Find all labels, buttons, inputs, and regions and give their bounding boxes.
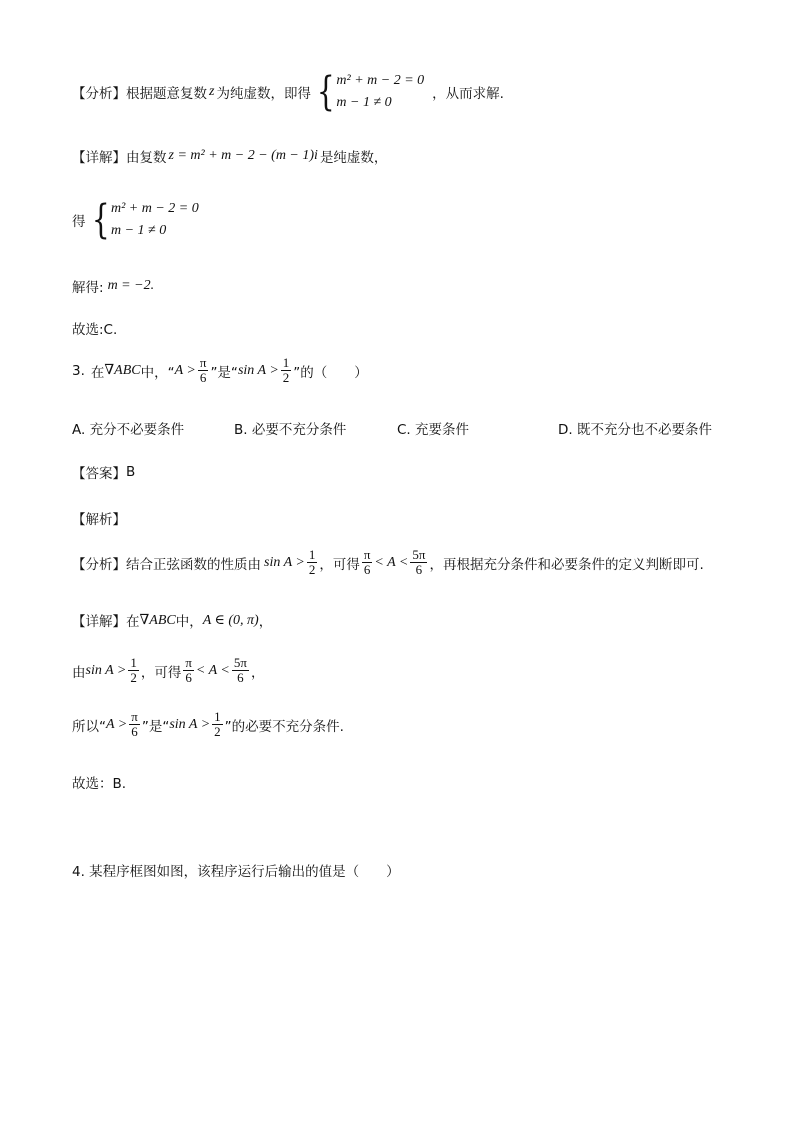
fraction bbox=[410, 548, 427, 577]
numerator: 5π bbox=[412, 547, 426, 562]
text: ，可得 bbox=[140, 664, 182, 681]
brace-icon: { bbox=[316, 69, 335, 115]
q2-analysis-line bbox=[72, 69, 504, 115]
denominator: 6 bbox=[131, 724, 138, 739]
text: 解得: bbox=[72, 280, 104, 296]
system-row: m − 1 ≠ 0 bbox=[336, 95, 392, 110]
denominator: 6 bbox=[415, 562, 423, 577]
fraction bbox=[198, 356, 209, 385]
q2-get-line bbox=[72, 197, 201, 243]
text: 根据题意复数 bbox=[126, 86, 207, 102]
system-row: m² + m − 2 = 0 bbox=[110, 201, 199, 216]
text: ， bbox=[258, 614, 273, 630]
detail-tag: 【详解】 bbox=[72, 150, 126, 166]
numerator: 5π bbox=[233, 655, 247, 670]
option-b: B. 必要不充分条件 bbox=[234, 422, 347, 438]
math-expr: sin A > bbox=[85, 662, 127, 678]
text: 故选：B. bbox=[72, 776, 127, 792]
math-expr: sin A > bbox=[169, 716, 211, 732]
text: 由 bbox=[72, 664, 86, 681]
q3-so-line bbox=[72, 710, 344, 739]
text: 是纯虚数， bbox=[319, 150, 388, 166]
text: 中，“ bbox=[140, 364, 175, 381]
question-number: 3. bbox=[72, 362, 85, 379]
system-row: m² + m − 2 = 0 bbox=[336, 73, 425, 88]
option-a: A. 充分不必要条件 bbox=[72, 422, 185, 438]
q2-choice-line bbox=[72, 318, 117, 338]
denominator: 2 bbox=[130, 670, 137, 685]
text: 中， bbox=[175, 614, 203, 630]
denominator: 6 bbox=[199, 370, 207, 385]
text: ”是“ bbox=[210, 364, 238, 381]
fraction bbox=[281, 356, 292, 385]
q3-from-line bbox=[72, 656, 264, 685]
math-expr: sin A > bbox=[237, 362, 279, 378]
answer-tag: 【答案】 bbox=[72, 466, 126, 482]
math-expr: < A < bbox=[195, 662, 230, 678]
denominator: 2 bbox=[214, 724, 221, 739]
math-expr: A > bbox=[106, 716, 128, 732]
denominator: 2 bbox=[308, 562, 316, 577]
equation-system bbox=[88, 197, 199, 243]
text: 由复数 bbox=[126, 150, 167, 166]
text: 在 bbox=[126, 614, 140, 630]
q4-stem bbox=[72, 860, 400, 880]
fraction bbox=[183, 656, 194, 685]
text: 在 bbox=[90, 364, 105, 381]
fraction bbox=[128, 656, 139, 685]
option-c: C. 充要条件 bbox=[397, 422, 470, 438]
equation-system bbox=[313, 69, 425, 115]
answer-value: B bbox=[126, 464, 136, 480]
text: 得 bbox=[72, 214, 86, 230]
text: ”是“ bbox=[141, 718, 170, 735]
analysis-tag: 【分析】 bbox=[72, 86, 126, 102]
q3-stem bbox=[72, 356, 368, 385]
numerator: 1 bbox=[214, 709, 221, 724]
math-expr: < A < bbox=[374, 554, 409, 570]
q3-answer-line bbox=[72, 462, 135, 482]
detail-tag: 【详解】 bbox=[72, 614, 126, 630]
numerator: π bbox=[363, 547, 371, 562]
numerator: π bbox=[199, 355, 207, 370]
fraction bbox=[232, 656, 249, 685]
denominator: 6 bbox=[185, 670, 192, 685]
text: ”的必要不充分条件. bbox=[224, 718, 344, 735]
math-expr: ∇ABC bbox=[139, 612, 176, 628]
text: 4. 某程序框图如图，该程序运行后输出的值是（ ） bbox=[72, 864, 400, 880]
text: 结合正弦函数的性质由 bbox=[126, 556, 261, 573]
numerator: 1 bbox=[308, 547, 316, 562]
q3-choice-line bbox=[72, 772, 126, 792]
numerator: π bbox=[131, 709, 138, 724]
text: 为纯虚数，即得 bbox=[216, 86, 311, 102]
text: ，从而求解. bbox=[432, 86, 504, 102]
option-d: D. 既不充分也不必要条件 bbox=[558, 422, 712, 438]
fraction bbox=[307, 548, 318, 577]
text: ”的（ ） bbox=[293, 364, 368, 381]
fraction bbox=[212, 710, 223, 739]
math-expr: A > bbox=[174, 362, 196, 378]
math-var: z bbox=[209, 84, 215, 99]
denominator: 6 bbox=[363, 562, 371, 577]
text: 所以“ bbox=[72, 718, 106, 735]
text: ， bbox=[250, 664, 265, 681]
jiexi-tag: 【解析】 bbox=[72, 512, 126, 528]
math-expr: ∇ABC bbox=[104, 363, 141, 378]
denominator: 2 bbox=[282, 370, 290, 385]
q3-detail-line bbox=[72, 610, 272, 630]
fraction bbox=[362, 548, 373, 577]
q2-detail-line bbox=[72, 146, 387, 166]
brace-icon: { bbox=[91, 197, 110, 243]
numerator: π bbox=[185, 655, 192, 670]
numerator: 1 bbox=[282, 355, 290, 370]
numerator: 1 bbox=[130, 655, 137, 670]
math-expr: m = −2. bbox=[107, 278, 155, 293]
denominator: 6 bbox=[237, 670, 244, 685]
math-expr: A ∈ (0, π) bbox=[202, 612, 259, 628]
system-row: m − 1 ≠ 0 bbox=[110, 223, 167, 238]
math-expr: z = m² + m − 2 − (m − 1)i bbox=[168, 148, 318, 163]
text: 故选:C. bbox=[72, 322, 118, 338]
fraction bbox=[129, 710, 140, 739]
text: ，再根据充分条件和必要条件的定义判断即可. bbox=[429, 556, 704, 573]
q3-jiexi-line bbox=[72, 508, 126, 528]
q3-analysis-line bbox=[72, 548, 704, 577]
text: ，可得 bbox=[319, 556, 360, 573]
analysis-tag: 【分析】 bbox=[72, 556, 126, 573]
q2-solve-line bbox=[72, 276, 154, 296]
math-expr: sin A > bbox=[264, 554, 305, 570]
